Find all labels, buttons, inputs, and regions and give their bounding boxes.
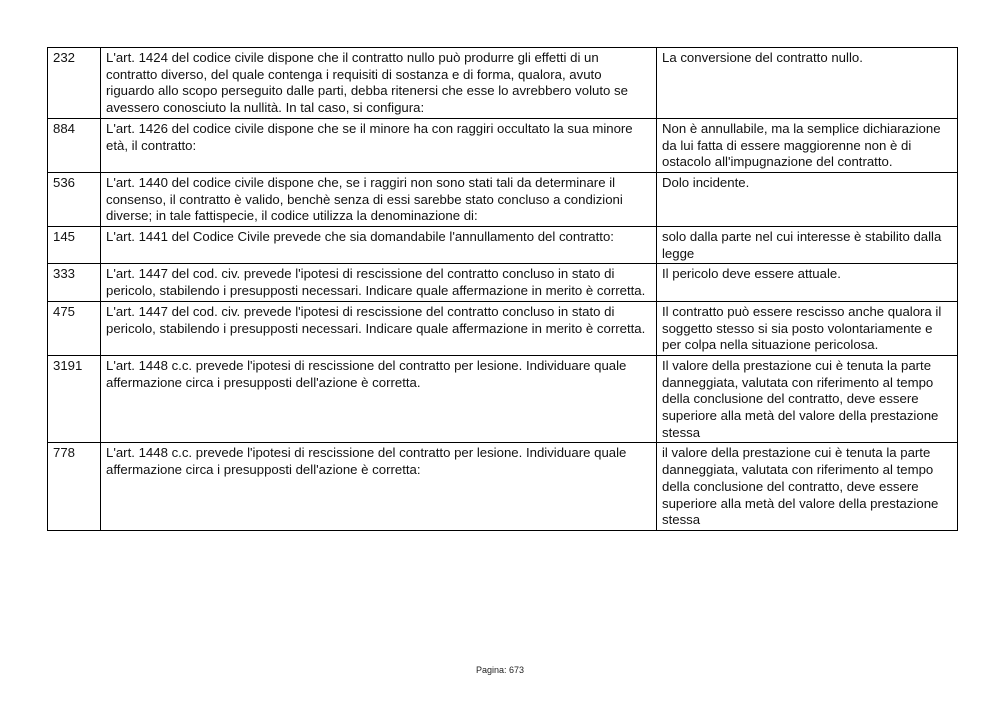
- answer-text: Dolo incidente.: [657, 172, 958, 226]
- question-number: 884: [48, 118, 101, 172]
- page-number: Pagina: 673: [475, 665, 525, 675]
- question-text: L'art. 1448 c.c. prevede l'ipotesi di rescissione del contratto per lesione. Individuare quale affermazione circa i presupposti dell'azione è corretta.: [101, 355, 657, 443]
- question-number: 536: [48, 172, 101, 226]
- question-number: 333: [48, 264, 101, 301]
- table-row: [48, 118, 958, 172]
- answer-text: Il pericolo deve essere attuale.: [657, 264, 958, 301]
- table-row: [48, 301, 958, 355]
- question-number: 3191: [48, 355, 101, 443]
- question-number: 475: [48, 301, 101, 355]
- question-text: L'art. 1440 del codice civile dispone che, se i raggiri non sono stati tali da determinare il consenso, il contratto è valido, benchè senza di essi sarebbe stato concluso a condizioni diverse; in tale fattispecie, il codice utilizza la denominazione di:: [101, 172, 657, 226]
- answer-text: solo dalla parte nel cui interesse è stabilito dalla legge: [657, 227, 958, 264]
- question-text: L'art. 1448 c.c. prevede l'ipotesi di rescissione del contratto per lesione. Individuare quale affermazione circa i presupposti dell'azione è corretta:: [101, 443, 657, 531]
- table-row: [48, 48, 958, 119]
- question-number: 232: [48, 48, 101, 119]
- question-text: L'art. 1441 del Codice Civile prevede che sia domandabile l'annullamento del contratto:: [101, 227, 657, 264]
- answer-text: Il valore della prestazione cui è tenuta la parte danneggiata, valutata con riferimento al tempo della conclusione del contratto, deve essere superiore alla metà del valore della prestazione stessa: [657, 355, 958, 443]
- question-text: L'art. 1426 del codice civile dispone che se il minore ha con raggiri occultato la sua minore età, il contratto:: [101, 118, 657, 172]
- question-number: 778: [48, 443, 101, 531]
- table-row: [48, 355, 958, 443]
- table-row: [48, 227, 958, 264]
- table-row: [48, 172, 958, 226]
- answer-text: La conversione del contratto nullo.: [657, 48, 958, 119]
- table-row: [48, 443, 958, 531]
- question-text: L'art. 1424 del codice civile dispone che il contratto nullo può produrre gli effetti di un contratto diverso, del quale contenga i requisiti di sostanza e di forma, qualora, avuto riguardo allo scopo perseguito dalle parti, debba ritenersi che esse lo avrebbero voluto se avessero conosciuto la nullità. In tal caso, si configura:: [101, 48, 657, 119]
- question-text: L'art. 1447 del cod. civ. prevede l'ipotesi di rescissione del contratto concluso in stato di pericolo, stabilendo i presupposti necessari. Indicare quale affermazione in merito è corretta.: [101, 301, 657, 355]
- answer-text: il valore della prestazione cui è tenuta la parte danneggiata, valutata con riferimento al tempo della conclusione del contratto, deve essere superiore alla metà del valore della prestazione stessa: [657, 443, 958, 531]
- question-text: L'art. 1447 del cod. civ. prevede l'ipotesi di rescissione del contratto concluso in stato di pericolo, stabilendo i presupposti necessari. Indicare quale affermazione in merito è corretta.: [101, 264, 657, 301]
- answer-text: Il contratto può essere rescisso anche qualora il soggetto stesso si sia posto volontariamente e per colpa nella situazione pericolosa.: [657, 301, 958, 355]
- question-table: [47, 47, 958, 531]
- question-number: 145: [48, 227, 101, 264]
- table-row: [48, 264, 958, 301]
- answer-text: Non è annullabile, ma la semplice dichiarazione da lui fatta di essere maggiorenne non è di ostacolo all'impugnazione del contratto.: [657, 118, 958, 172]
